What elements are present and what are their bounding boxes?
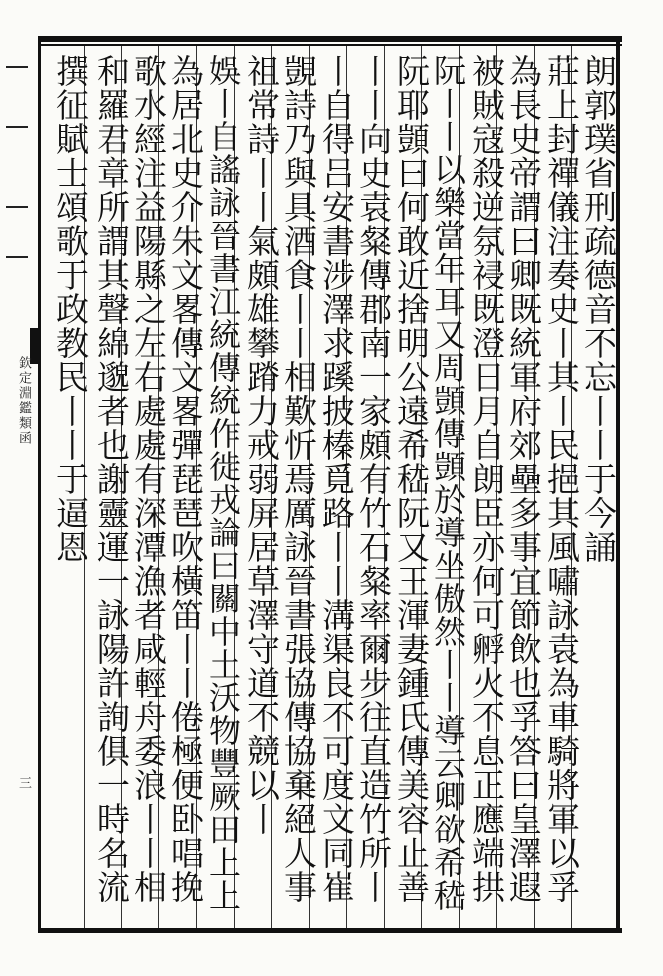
text-column-5: 阮丨丨以樂當年耳又周顗傳顗於導坐傲然丨丨導云卿欲希嵇	[429, 54, 467, 912]
text-column-11: 娛丨自謠詠晉書江統傳統作徙戎論曰關中土沃物豐厥田上上	[204, 54, 242, 912]
text-column-9: 覬詩乃與具酒食丨丨相歎忻焉厲詠晉書張協傳協棄絕人事	[279, 54, 318, 904]
fold-margin	[0, 36, 38, 933]
margin-title: 欽定淵鑑類函	[16, 356, 31, 446]
text-column-6: 阮耶顗曰何敢近捨明公遠希嵇阮又王渾妻鍾氏傳美容止善	[392, 54, 431, 904]
text-column-2: 莊上封禪儀注奏史丨其丨民挹其風嘯詠袁為車騎將軍以孚	[542, 54, 581, 904]
margin-tick	[6, 66, 28, 68]
top-border-rule	[38, 36, 622, 42]
text-column-7: 丨丨向史袁粲傳郡南一家頗有竹石粲率爾步往直造竹所丨	[354, 54, 393, 904]
margin-page-mark: 三	[16, 776, 31, 791]
text-column-4: 被賊寇殺逆氛祲既澄日月自朗臣亦何可孵火不息正應端拱	[467, 54, 506, 904]
text-column-14: 和羅君章所謂其聲綿邈者也謝靈運一詠陽許詢俱一時名流	[92, 54, 131, 904]
text-column-15: 撰征賦士頌歌于政教民丨丨于逼恩	[51, 54, 90, 564]
text-column-1: 朗郭璞省刑疏德音不忘丨丨于今誦	[579, 54, 618, 564]
text-column-8: 丨自得吕安書涉澤求蹊披榛覓路丨丨溝渠良不可度文同崔	[317, 54, 356, 904]
text-column-12: 為居北史介朱文畧傳文畧彈琵琶吹橫笛丨丨倦極便卧唱挽	[166, 54, 205, 904]
margin-tick	[6, 256, 28, 258]
text-column-3: 為長史帝謂曰卿既統軍府郊壘多事宜節飲也孚答曰皇澤遐	[504, 54, 543, 904]
margin-tick	[6, 126, 28, 128]
left-border-rule	[38, 36, 41, 933]
text-column-13: 歌水經注益陽縣之左右處處有深潭漁者咸輕舟委浪丨丨相	[129, 54, 168, 904]
bottom-border-rule	[38, 928, 622, 933]
margin-tick	[6, 206, 28, 208]
text-column-10: 祖常詩丨丨氣頗雄攀蹐力戒弱屏居草澤守道不競以丨	[242, 54, 281, 836]
